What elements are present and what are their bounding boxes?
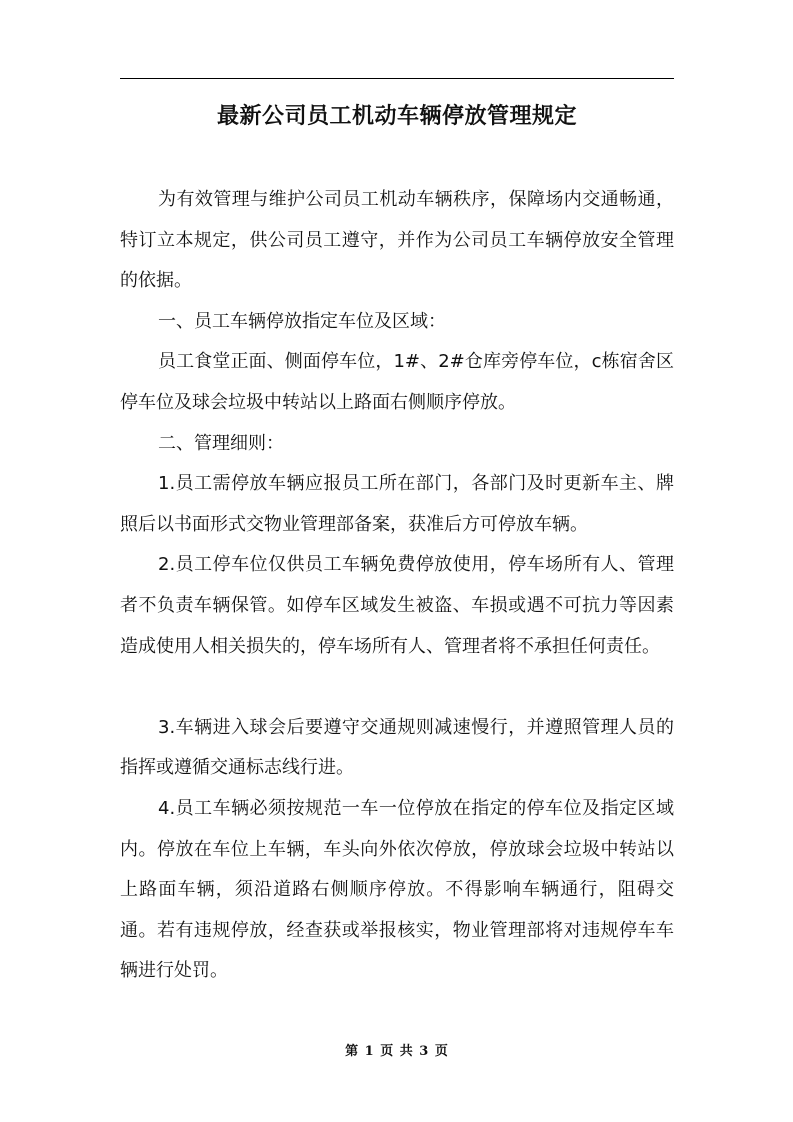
section-heading-rules: 二、管理细则：: [158, 432, 284, 454]
document-body: [120, 180, 674, 992]
document-title: 最新公司员工机动车辆停放管理规定: [216, 104, 577, 129]
rule-item-4: 4.员工车辆必须按规范一车一位停放在指定的停车位及指定区域内。停放在车位上车辆，车头向外依次停放，停放球会垃圾中转站以上路面车辆，须沿道路右侧顺序停放。不得影响车辆通行，阻碍交通。若有违规停放，经查获或举报核实，物业管理部将对违规停车车辆进行处罚。: [120, 797, 674, 982]
page-number-footer: 第 1 页 共 3 页: [345, 1044, 449, 1059]
rule-item-1: 1.员工需停放车辆应报员工所在部门，各部门及时更新车主、牌照后以书面形式交物业管理部备案，获准后方可停放车辆。: [120, 473, 674, 535]
paragraph-parking-areas: 员工食堂正面、侧面停车位，1#、2#仓库旁停车位，c栋宿舍区停车位及球会垃圾中转站以上路面右侧顺序停放。: [120, 351, 674, 413]
paragraph-intro: 为有效管理与维护公司员工机动车辆秩序，保障场内交通畅通，特订立本规定，供公司员工遵守，并作为公司员工车辆停放安全管理的依据。: [120, 189, 674, 292]
rule-item-2: 2.员工停车位仅供员工车辆免费停放使用，停车场所有人、管理者不负责车辆保管。如停车区域发生被盗、车损或遇不可抗力等因素造成使用人相关损失的，停车场所有人、管理者将不承担任何责任。: [120, 554, 674, 657]
section-heading-areas: 一、员工车辆停放指定车位及区域：: [158, 310, 446, 332]
header-rule: [120, 78, 674, 79]
rule-item-3: 3.车辆进入球会后要遵守交通规则减速慢行，并遵照管理人员的指挥或遵循交通标志线行进。: [120, 716, 674, 779]
